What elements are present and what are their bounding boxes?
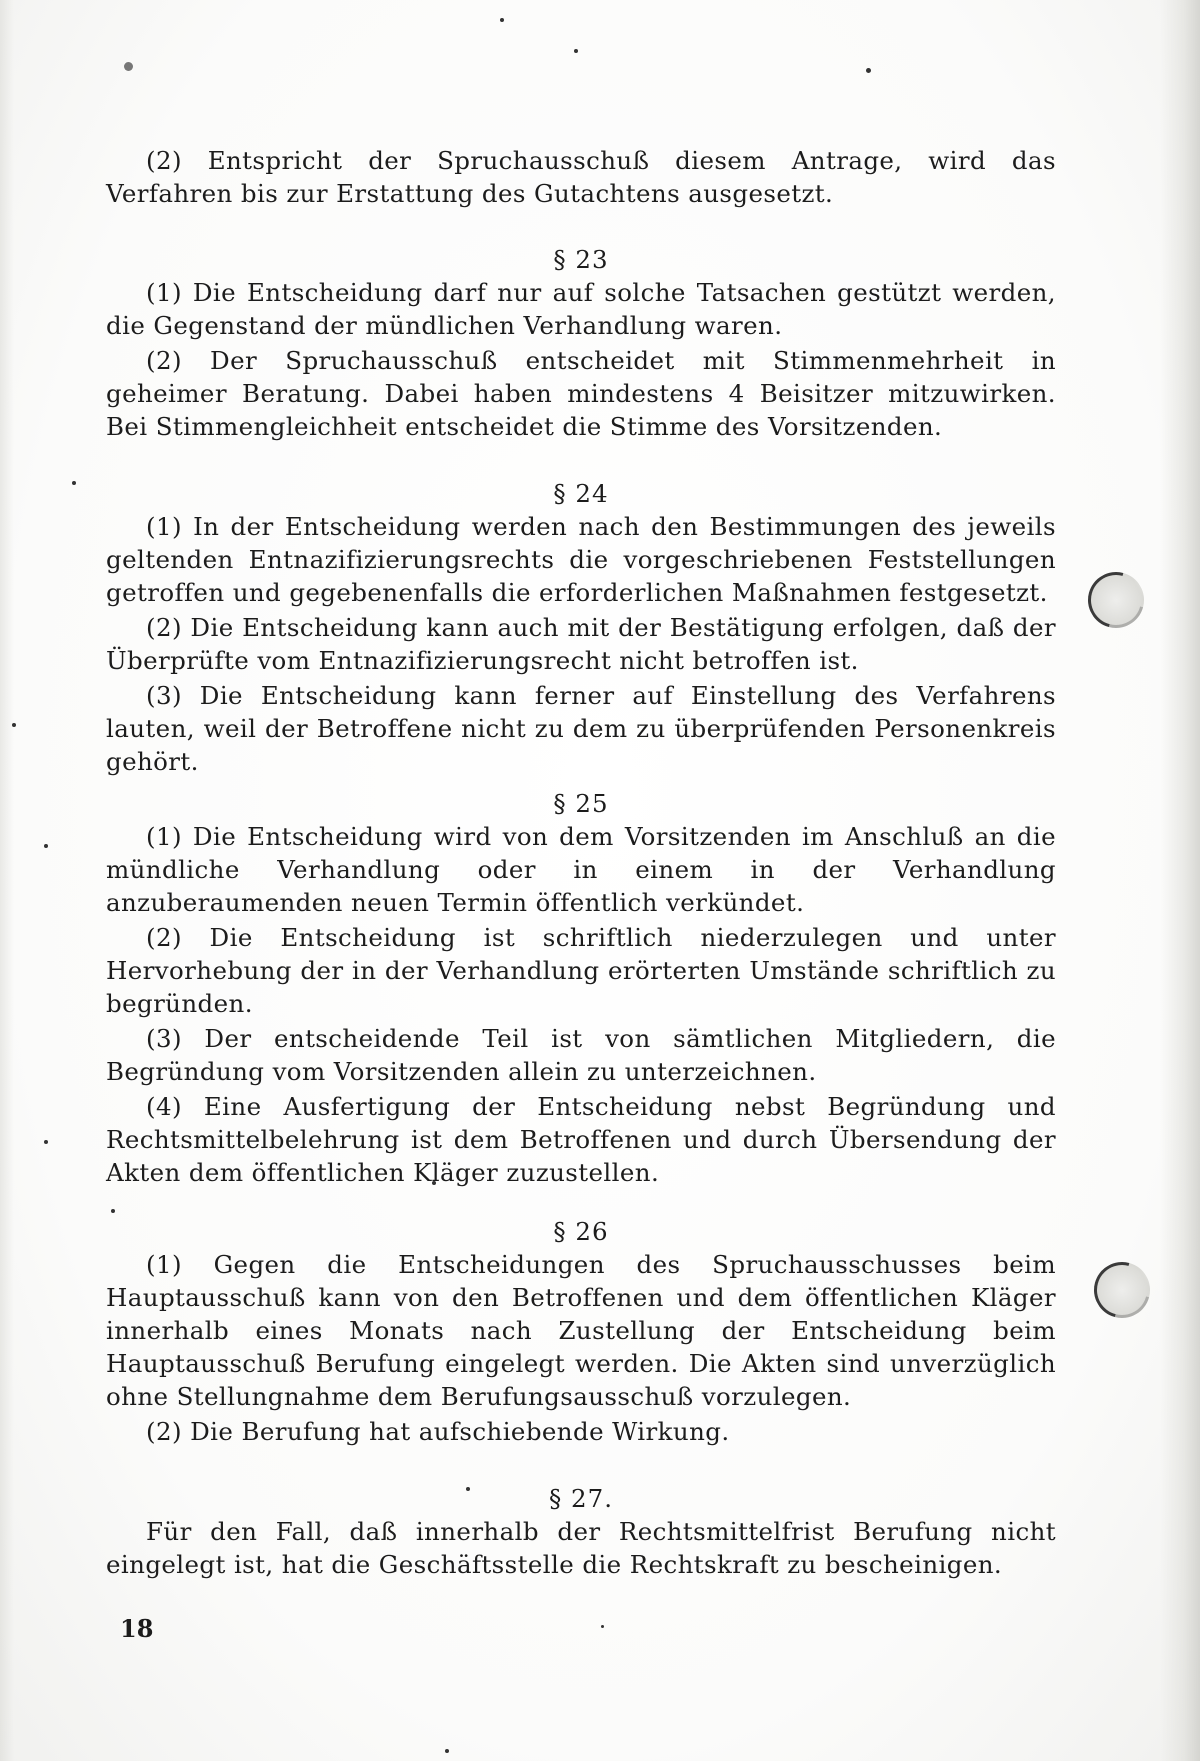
- section-23: [106, 243, 1056, 445]
- speck: [72, 481, 76, 485]
- section-paragraph: (3) Die Entscheidung kann ferner auf Einstellung des Verfahrens lauten, weil der Betroffene nicht zu dem zu überprüfenden Personenkreis gehört.: [106, 681, 1056, 776]
- speck: [44, 1140, 48, 1144]
- section-paragraph: (4) Eine Ausfertigung der Entscheidung nebst Begründung und Rechtsmittelbelehrung ist dem Betroffenen und durch Übersendung der Akten dem öffentlichen Kläger zuzustellen.: [106, 1092, 1056, 1187]
- section-paragraph: (2) Der Spruchausschuß entscheidet mit Stimmenmehrheit in geheimer Beratung. Dabei haben mindestens 4 Beisitzer mitzuwirken. Bei Stimmengleichheit entscheidet die Stimme des Vorsitzenden.: [106, 346, 1056, 441]
- speck: [445, 1749, 449, 1753]
- section-heading: § 26: [553, 1217, 609, 1246]
- punch-hole-lower: [1084, 1252, 1160, 1328]
- section-paragraph: (3) Der entscheidende Teil ist von sämtlichen Mitgliedern, die Begründung vom Vorsitzenden allein zu unterzeichnen.: [106, 1024, 1056, 1086]
- section-paragraph: (1) In der Entscheidung werden nach den Bestimmungen des jeweils geltenden Entnazifizierungsrechts die vorgeschriebenen Feststellungen getroffen und gegebenenfalls die erforderlichen Maßnahmen festgesetzt.: [106, 512, 1056, 607]
- section-25: [106, 787, 1056, 1191]
- section-paragraph: (1) Die Entscheidung wird von dem Vorsitzenden im Anschluß an die mündliche Verhandlung oder in einem in der Verhandlung anzuberaumenden neuen Termin öffentlich verkündet.: [106, 822, 1056, 917]
- section-27: [106, 1482, 1056, 1583]
- section-26: [106, 1215, 1056, 1450]
- page-left-shadow: [0, 0, 14, 1761]
- speck: [574, 49, 578, 53]
- speck: [601, 1625, 604, 1628]
- section-heading: § 25: [553, 789, 609, 818]
- document-body: [106, 144, 1056, 212]
- speck: [866, 68, 871, 73]
- speck: [12, 723, 16, 727]
- section-heading: § 24: [553, 479, 609, 508]
- section-paragraph: Für den Fall, daß innerhalb der Rechtsmittelfrist Berufung nicht eingelegt ist, hat die Geschäftsstelle die Rechtskraft zu bescheinigen.: [106, 1517, 1056, 1579]
- page-number: 18: [120, 1614, 154, 1643]
- intro-paragraph: (2) Entspricht der Spruchausschuß diesem Antrage, wird das Verfahren bis zur Erstattung des Gutachtens ausgesetzt.: [106, 146, 1056, 208]
- section-paragraph: (1) Die Entscheidung darf nur auf solche Tatsachen gestützt werden, die Gegenstand der mündlichen Verhandlung waren.: [106, 278, 1056, 340]
- section-paragraph: (1) Gegen die Entscheidungen des Spruchausschusses beim Hauptausschuß kann von den Betroffenen und dem öffentlichen Kläger innerhalb eines Monats nach Zustellung der Entscheidung beim Hauptausschuß Berufung eingelegt werden. Die Akten sind unverzüglich ohne Stellungnahme dem Berufungsausschuß vorzulegen.: [106, 1250, 1056, 1411]
- speck: [124, 62, 133, 71]
- section-heading: § 27.: [548, 1484, 613, 1513]
- speck: [44, 844, 48, 848]
- punch-hole-upper: [1078, 562, 1154, 638]
- page-right-shadow: [1160, 0, 1200, 1761]
- speck: [500, 18, 504, 22]
- section-paragraph: (2) Die Entscheidung ist schriftlich niederzulegen und unter Hervorhebung der in der Verhandlung erörterten Umstände schriftlich zu begründen.: [106, 923, 1056, 1018]
- section-paragraph: (2) Die Berufung hat aufschiebende Wirkung.: [146, 1417, 730, 1446]
- section-heading: § 23: [553, 245, 609, 274]
- section-24: [106, 477, 1056, 780]
- section-paragraph: (2) Die Entscheidung kann auch mit der Bestätigung erfolgen, daß der Überprüfte vom Entnazifizierungsrecht nicht betroffen ist.: [106, 613, 1056, 675]
- speck: [111, 1209, 115, 1213]
